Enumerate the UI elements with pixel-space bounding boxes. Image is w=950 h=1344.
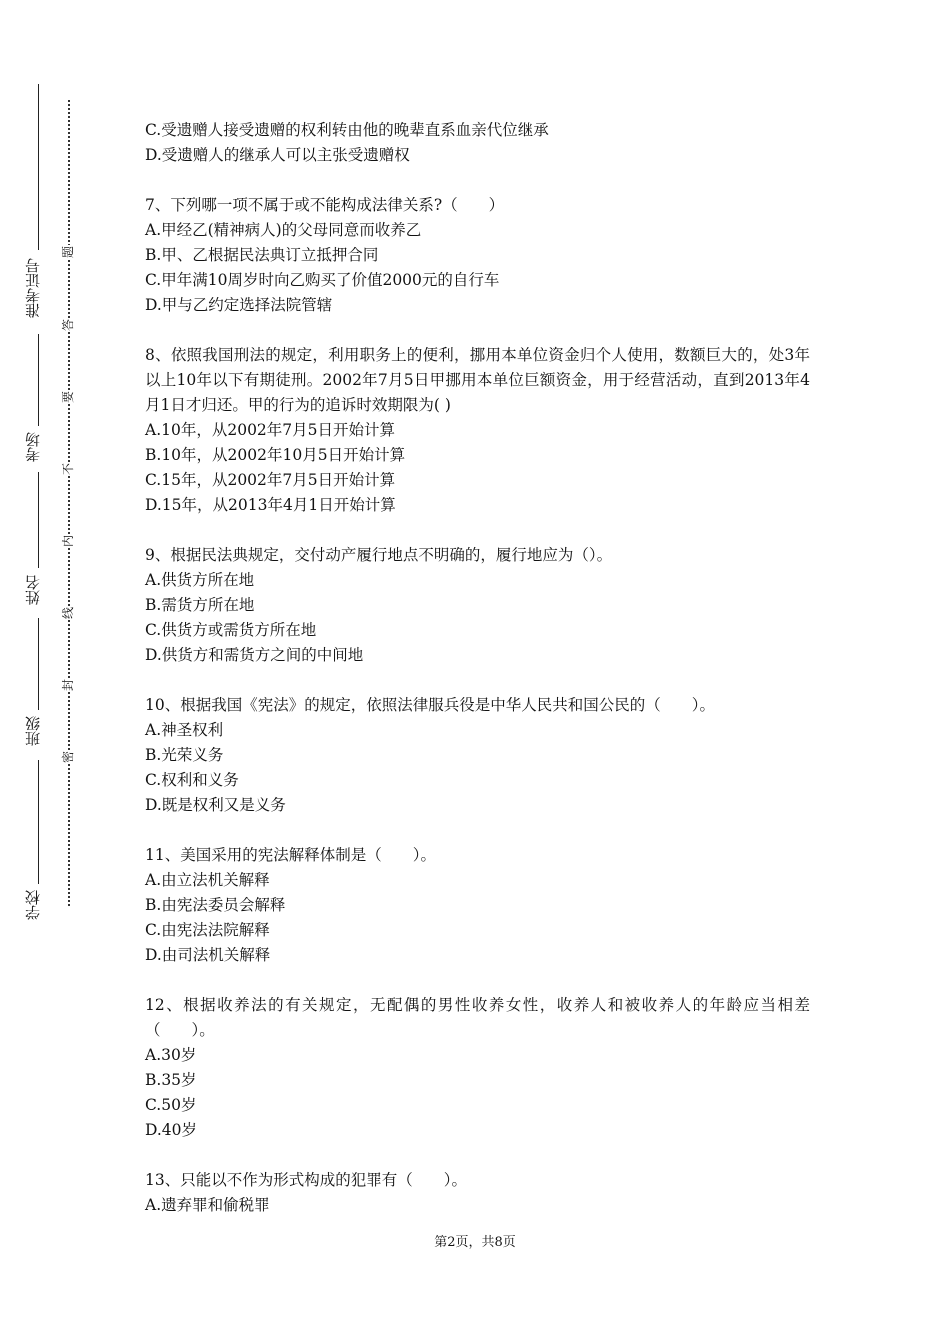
option: C.供货方或需货方所在地 bbox=[145, 621, 317, 639]
question-stem: 8、依照我国刑法的规定，利用职务上的便利，挪用本单位资金归个人使用，数额巨大的，处3年以上10年以下有期徒刑。2002年7月5日甲挪用本单位巨额资金，用于经营活动，直到2013年4月1日才归还。甲的行为的追诉时效期限为( ) bbox=[145, 346, 810, 414]
seal-dotted-line bbox=[68, 100, 70, 906]
option: B.10年，从2002年10月5日开始计算 bbox=[145, 446, 406, 464]
option: D.15年，从2013年4月1日开始计算 bbox=[145, 496, 396, 514]
question-stem: 12、根据收养法的有关规定，无配偶的男性收养女性，收养人和被收养人的年龄应当相差（ ）。 bbox=[145, 996, 810, 1039]
question-7 bbox=[145, 193, 810, 318]
class-line bbox=[38, 618, 39, 710]
seal-char: 要 bbox=[61, 391, 75, 404]
seal-char: 线 bbox=[61, 607, 75, 620]
question-stem: 10、根据我国《宪法》的规定，依照法律服兵役是中华人民共和国公民的（ ）。 bbox=[145, 696, 715, 714]
exam-room-line bbox=[38, 334, 39, 426]
school-line bbox=[38, 760, 39, 884]
question-stem: 7、下列哪一项不属于或不能构成法律关系?（ ） bbox=[145, 196, 505, 214]
name-label: 姓名 bbox=[24, 575, 42, 605]
option: B.由宪法委员会解释 bbox=[145, 896, 286, 914]
option: C.由宪法法院解释 bbox=[145, 921, 270, 939]
option: C.甲年满10周岁时向乙购买了价值2000元的自行车 bbox=[145, 271, 500, 289]
question-stem: 9、根据民法典规定，交付动产履行地点不明确的，履行地应为（）。 bbox=[145, 546, 613, 564]
option: D.由司法机关解释 bbox=[145, 946, 271, 964]
option: A.由立法机关解释 bbox=[145, 871, 270, 889]
question-10 bbox=[145, 693, 810, 818]
question-12 bbox=[145, 993, 810, 1143]
seal-char: 内 bbox=[61, 535, 75, 548]
question-9 bbox=[145, 543, 810, 668]
seal-char: 答 bbox=[61, 319, 75, 332]
option: D.既是权利又是义务 bbox=[145, 796, 286, 814]
exam-id-line bbox=[38, 84, 39, 250]
option: D.供货方和需货方之间的中间地 bbox=[145, 646, 364, 664]
option: A.甲经乙(精神病人)的父母同意而收养乙 bbox=[145, 221, 422, 239]
question-stem: 13、只能以不作为形式构成的犯罪有（ ）。 bbox=[145, 1171, 467, 1189]
option: C.50岁 bbox=[145, 1096, 197, 1114]
option: D.40岁 bbox=[145, 1121, 198, 1139]
option: A.30岁 bbox=[145, 1046, 197, 1064]
option: C.权利和义务 bbox=[145, 771, 239, 789]
class-label: 班级 bbox=[24, 716, 42, 746]
school-label: 学校 bbox=[24, 890, 42, 920]
seal-char: 不 bbox=[61, 463, 75, 476]
seal-char: 封 bbox=[61, 679, 75, 692]
option: B.甲、乙根据民法典订立抵押合同 bbox=[145, 246, 379, 264]
option: A.神圣权利 bbox=[145, 721, 224, 739]
question-13 bbox=[145, 1168, 810, 1218]
option: A.供货方所在地 bbox=[145, 571, 255, 589]
exam-content bbox=[145, 118, 810, 1243]
option: A.10年，从2002年7月5日开始计算 bbox=[145, 421, 396, 439]
page-footer: 第2页，共8页 bbox=[434, 1235, 516, 1250]
option: B.需货方所在地 bbox=[145, 596, 255, 614]
option: B.光荣义务 bbox=[145, 746, 224, 764]
question-fragment bbox=[145, 118, 810, 168]
option: D.受遗赠人的继承人可以主张受遗赠权 bbox=[145, 146, 410, 164]
question-11 bbox=[145, 843, 810, 968]
question-stem: 11、美国采用的宪法解释体制是（ ）。 bbox=[145, 846, 436, 864]
option: C.15年，从2002年7月5日开始计算 bbox=[145, 471, 396, 489]
seal-char: 密 bbox=[61, 751, 75, 764]
seal-char: 题 bbox=[61, 246, 75, 259]
exam-id-label: 准考证号 bbox=[24, 258, 42, 318]
option: D.甲与乙约定选择法院管辖 bbox=[145, 296, 333, 314]
exam-room-label: 考场 bbox=[24, 432, 42, 462]
option: A.遗弃罪和偷税罪 bbox=[145, 1196, 270, 1214]
option: C.受遗赠人接受遗赠的权利转由他的晚辈直系血亲代位继承 bbox=[145, 121, 549, 139]
option: B.35岁 bbox=[145, 1071, 197, 1089]
question-8 bbox=[145, 343, 810, 518]
name-line bbox=[38, 472, 39, 568]
